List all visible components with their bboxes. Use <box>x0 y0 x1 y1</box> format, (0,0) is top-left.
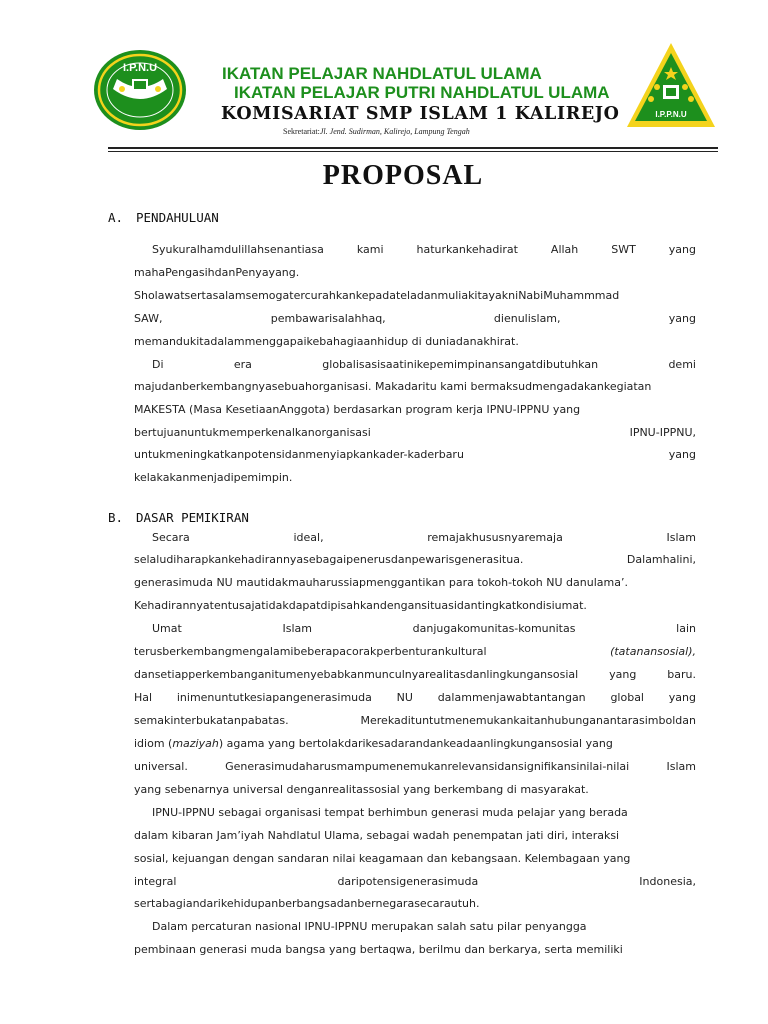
word-group: sertabagiandarikehidupanberbangsadanbernegarasecarautuh. <box>134 897 480 910</box>
word-group: dalammenjawabtantangan <box>437 691 586 704</box>
word-group: yang sebenarnya universal denganrealitassosial yang berkembang di masyarakat. <box>134 783 589 796</box>
word-group: kelakakanmenjadipemimpin. <box>134 471 293 484</box>
word-group: era <box>233 358 252 371</box>
word-group: idiom (maziyah) agama yang bertolakdarikesadarandankeadaanlingkungansosial yang <box>134 737 613 750</box>
section-title: PENDAHULUAN <box>136 210 219 225</box>
text-line <box>134 471 696 485</box>
org-name-ippnu: IKATAN PELAJAR PUTRI NAHDLATUL ULAMA <box>234 83 610 102</box>
text-line <box>134 599 696 613</box>
logo-right-text: I.P.P.N.U <box>655 110 687 119</box>
word-group: Merekadituntutmenemukankaitanhubunganantarasimboldan <box>360 714 696 727</box>
text-line <box>134 266 696 280</box>
text-line <box>152 243 696 257</box>
word-group: remajakhususnyaremaja <box>427 531 563 544</box>
document-title: PROPOSAL <box>322 160 484 191</box>
section-title: DASAR PEMIKIRAN <box>136 510 249 525</box>
text-line <box>134 760 696 774</box>
word-group: Generasimudaharusmampumenemukanrelevansidansignifikansinilai-nilai <box>225 760 630 773</box>
text-line <box>134 943 696 957</box>
word-group: globalisasisaatinikepemimpinansangatdibutuhkan <box>322 358 599 371</box>
text-line <box>152 622 696 636</box>
word-group: yang <box>668 691 696 704</box>
section-letter: A. <box>108 210 124 225</box>
word-group: Syukuralhamdulillahsenantiasa <box>152 243 324 256</box>
word-group: Kehadirannyatentusajatidakdapatdipisahkandengansituasidantingkatkondisiumat. <box>134 599 587 612</box>
word-group: kami <box>356 243 384 256</box>
word-group: pembawarisalahhaq, <box>270 312 386 325</box>
word-group: NU <box>396 691 413 704</box>
text-line <box>134 714 696 728</box>
word-group: SholawatsertasalamsemogatercurahkankepadateladanmuliakitayakniNabiMuhammmad <box>134 289 620 302</box>
header-divider-thin <box>108 151 718 152</box>
word-group: yang <box>668 243 696 256</box>
text-line <box>134 737 696 751</box>
text-line <box>152 920 696 934</box>
text-line <box>134 691 696 705</box>
word-group: lain <box>676 622 696 635</box>
word-group: Allah <box>550 243 579 256</box>
secretariat-line <box>283 127 470 136</box>
word-group: yang <box>668 448 696 461</box>
text-line <box>134 553 696 567</box>
word-group: demi <box>668 358 696 371</box>
word-group: danjugakomunitas-komunitas <box>412 622 576 635</box>
word-group: MAKESTA (Masa KesetiaanAnggota) berdasarkan program kerja IPNU-IPPNU yang <box>134 403 581 416</box>
text-line <box>134 335 696 349</box>
word-group: SWT <box>611 243 636 256</box>
word-group: bertujuanuntukmemperkenalkanorganisasi <box>134 426 371 439</box>
word-group: global <box>610 691 644 704</box>
section-heading-b <box>108 510 249 525</box>
word-group: integral <box>134 875 177 888</box>
word-group: Islam <box>282 622 312 635</box>
word-group: yang <box>668 312 696 325</box>
word-group: IPNU-IPPNU sebagai organisasi tempat berhimbun generasi muda pelajar yang berada <box>152 806 628 819</box>
word-group: (tatanansosial), <box>610 645 696 658</box>
word-group: dalam kibaran Jam’iyah Nahdlatul Ulama, sebagai wadah penempatan jati diri, interaksi <box>134 829 620 842</box>
word-group: Hal <box>134 691 153 704</box>
word-group: Di <box>152 358 164 371</box>
word-group: pembinaan generasi muda bangsa yang bertaqwa, berilmu dan berkarya, serta memiliki <box>134 943 623 956</box>
word-group: selaludiharapkankehadirannyasebagaipenerusdanpewarisgenerasitua. <box>134 553 524 566</box>
ipnu-logo <box>93 49 187 131</box>
text-line <box>134 897 696 911</box>
text-line <box>152 531 696 545</box>
word-group: Indonesia, <box>639 875 696 888</box>
word-group: SAW, <box>134 312 163 325</box>
secretariat-address: Jl. Jend. Sudirman, Kalirejo, Lampung Tengah <box>319 127 470 136</box>
word-group: sosial, kejuangan dengan sandaran nilai keagamaan dan kebangsaan. Kelembagaan yang <box>134 852 631 865</box>
text-line <box>134 426 696 440</box>
section-heading-a <box>108 210 219 225</box>
org-name-ipnu: IKATAN PELAJAR NAHDLATUL ULAMA <box>222 64 542 83</box>
komisariat-name: KOMISARIAT SMP ISLAM 1 KALIREJO <box>221 104 620 124</box>
word-group: daripotensigenerasimuda <box>337 875 479 888</box>
word-group: majudanberkembangnyasebuahorganisasi. Makadaritu kami bermaksudmengadakankegiatan <box>134 380 652 393</box>
word-group: generasimuda NU mautidakmauharussiapmenggantikan para tokoh-tokoh NU danulama’. <box>134 576 628 589</box>
text-line <box>134 668 696 682</box>
word-group: terusberkembangmengalamibeberapacorakperbenturankultural <box>134 645 487 658</box>
word-group: Umat <box>152 622 182 635</box>
word-group: inimenuntutkesiapangenerasimuda <box>176 691 372 704</box>
word-group: Islam <box>666 760 696 773</box>
word-group: memandukitadalammenggapaikebahagiaanhidup di duniadanakhirat. <box>134 335 519 348</box>
text-line <box>152 358 696 372</box>
secretariat-label: Sekretariat: <box>283 127 320 136</box>
word-group: yang <box>609 668 637 681</box>
text-line <box>134 875 696 889</box>
text-line <box>134 576 696 590</box>
section-letter: B. <box>108 510 124 525</box>
word-group: haturkankehadirat <box>416 243 518 256</box>
word-group: mahaPengasihdanPenyayang. <box>134 266 300 279</box>
word-group: semakinterbukatanpabatas. <box>134 714 289 727</box>
word-group: Dalam percaturan nasional IPNU-IPPNU merupakan salah satu pilar penyangga <box>152 920 587 933</box>
text-line <box>134 783 696 797</box>
word-group: ideal, <box>293 531 324 544</box>
header-divider-thick <box>108 147 718 149</box>
word-group: IPNU-IPPNU, <box>629 426 696 439</box>
text-line <box>134 645 696 659</box>
logo-left-text: I.P.N.U <box>122 62 158 74</box>
text-line <box>152 806 696 820</box>
word-group: untukmeningkatkanpotensidanmenyiapkankader-kaderbaru <box>134 448 464 461</box>
text-line <box>134 312 696 326</box>
word-group: dansetiapperkembanganitumenyebabkanmunculnyarealitasdanlingkungansosial <box>134 668 579 681</box>
word-group: dienulislam, <box>493 312 561 325</box>
word-group: Dalamhalini, <box>626 553 696 566</box>
word-group: baru. <box>667 668 696 681</box>
text-line <box>134 380 696 394</box>
text-line <box>134 852 696 866</box>
word-group: Islam <box>666 531 696 544</box>
word-group: universal. <box>134 760 188 773</box>
word-group: Secara <box>152 531 190 544</box>
text-line <box>134 829 696 843</box>
text-line <box>134 289 696 303</box>
ippnu-logo <box>625 41 717 131</box>
text-line <box>134 448 696 462</box>
text-line <box>134 403 696 417</box>
